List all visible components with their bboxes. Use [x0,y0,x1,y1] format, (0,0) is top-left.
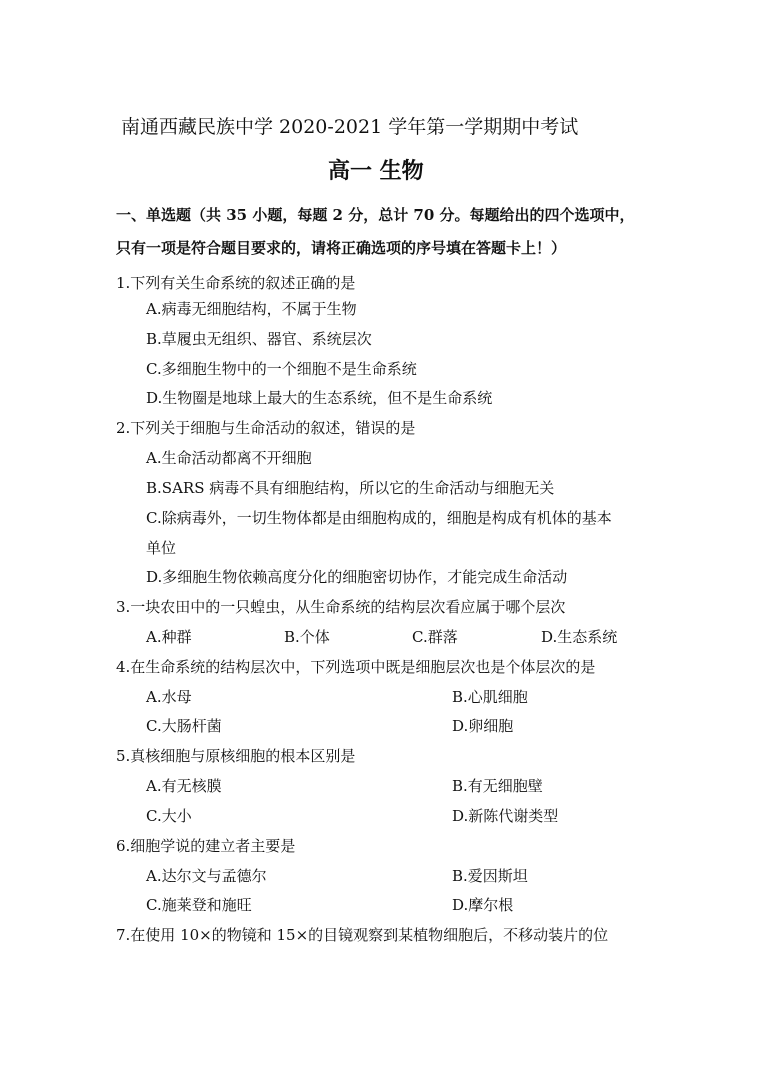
question-3-option-c: C.群落 [412,628,458,646]
question-6-option-a: A.达尔文与孟德尔 [146,867,267,885]
question-4-option-c: C.大肠杆菌 [146,717,222,735]
question-4-stem: 4.在生命系统的结构层次中，下列选项中既是细胞层次也是个体层次的是 [116,658,596,676]
question-5-option-d: D.新陈代谢类型 [452,807,559,825]
question-7-stem: 7.在使用 10×的物镜和 15×的目镜观察到某植物细胞后，不移动装片的位 [116,926,609,944]
question-5-stem: 5.真核细胞与原核细胞的根本区别是 [116,747,356,765]
question-5-option-c: C.大小 [146,807,192,825]
question-4-option-d: D.卵细胞 [452,717,514,735]
question-1-stem: 1.下列有关生命系统的叙述正确的是 [116,274,356,292]
question-1-option-a: A.病毒无细胞结构，不属于生物 [146,300,357,318]
question-1-option-b: B.草履虫无组织、器官、系统层次 [146,330,372,348]
question-3-stem: 3.一块农田中的一只蝗虫，从生命系统的结构层次看应属于哪个层次 [116,598,566,616]
exam-subtitle: 高一 生物 [328,158,424,184]
question-2-stem: 2.下列关于细胞与生命活动的叙述，错误的是 [116,419,416,437]
question-6-option-c: C.施莱登和施旺 [146,896,252,914]
question-2-option-a: A.生命活动都离不开细胞 [146,449,312,467]
question-1-option-d: D.生物圈是地球上最大的生态系统，但不是生命系统 [146,389,493,407]
question-6-option-b: B.爱因斯坦 [452,867,528,885]
section-heading-line2: 只有一项是符合题目要求的，请将正确选项的序号填在答题卡上！） [116,239,567,257]
question-1-option-c: C.多细胞生物中的一个细胞不是生命系统 [146,360,417,378]
question-3-option-b: B.个体 [284,628,330,646]
question-3-option-d: D.生态系统 [541,628,618,646]
question-2-option-c: C.除病毒外，一切生物体都是由细胞构成的，细胞是构成有机体的基本 [146,509,612,527]
question-6-stem: 6.细胞学说的建立者主要是 [116,837,296,855]
question-5-option-a: A.有无核膜 [146,777,222,795]
question-2-option-c-continued: 单位 [146,539,177,557]
exam-title: 南通西藏民族中学 2020-2021 学年第一学期期中考试 [121,116,579,138]
question-2-option-d: D.多细胞生物依赖高度分化的细胞密切协作，才能完成生命活动 [146,568,568,586]
question-5-option-b: B.有无细胞壁 [452,777,543,795]
question-4-option-b: B.心肌细胞 [452,688,528,706]
question-6-option-d: D.摩尔根 [452,896,514,914]
question-2-option-b: B.SARS 病毒不具有细胞结构，所以它的生命活动与细胞无关 [146,479,555,497]
section-heading-line1: 一、单选题（共 35 小题，每题 2 分，总计 70 分。每题给出的四个选项中， [116,206,635,224]
question-3-option-a: A.种群 [146,628,192,646]
question-4-option-a: A.水母 [146,688,192,706]
